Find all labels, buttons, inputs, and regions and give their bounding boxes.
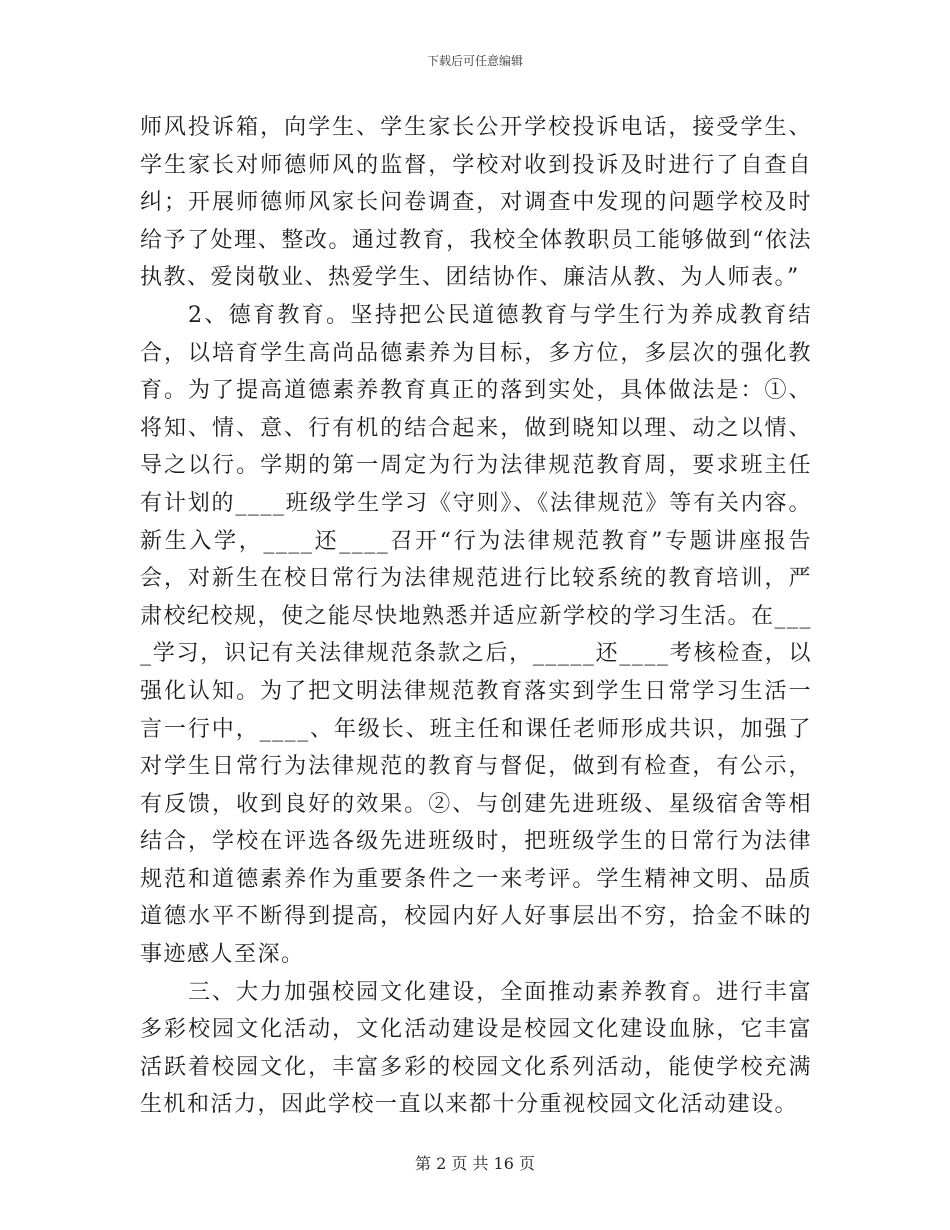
page-header: 下载后可任意编辑 (426, 54, 523, 68)
paragraph-campus-culture: 三、大力加强校园文化建设，全面推动素养教育。进行丰富多彩校园文化活动，文化活动建设是校园文化建设血脉，它丰富活跃着校园文化，丰富多彩的校园文化系列活动，能使学校充满生机和活力，因此学校一直以来都十分重视校园文化活动建设。 (140, 979, 812, 1118)
page-number: 第 2 页 共 16 页 (415, 1154, 535, 1173)
paragraph-continuation: 师风投诉箱，向学生、学生家长公开学校投诉电话，接受学生、学生家长对师德师风的监督，学校对收到投诉及时进行了自查自纠；开展师德师风家长问卷调查，对调查中发现的问题学校及时给予了处理、整改。通过教育，我校全体教职员工能够做到“依法执教、爱岗敬业、热爱学生、团结协作、廉洁从教、为人师表。” (140, 115, 812, 291)
paragraph-moral-education: 2、德育教育。坚持把公民道德教育与学生行为养成教育结合，以培育学生高尚品德素养为目标，多方位，多层次的强化教育。为了提高道德素养教育真正的落到实处，具体做法是：①、将知、情、意、行有机的结合起来，做到晓知以理、动之以情、导之以行。学期的第一周定为行为法律规范教育周，要求班主任有计划的____班级学生学习《守则》、《法律规范》等有关内容。新生入学，____还____召开“行为法律规范教育”专题讲座报告会，对新生在校日常行为法律规范进行比较系统的教育培训，严肃校纪校规，使之能尽快地熟悉并适应新学校的学习生活。在____学习，识记有关法律规范条款之后，_____还____考核检查，以强化认知。为了把文明法律规范教育落实到学生日常学习生活一言一行中，____、年级长、班主任和课任老师形成共识，加强了对学生日常行为法律规范的教育与督促，做到有检查，有公示，有反馈，收到良好的效果。②、与创建先进班级、星级宿舍等相结合，学校在评选各级先进班级时，把班级学生的日常行为法律规范和道德素养作为重要条件之一来考评。学生精神文明、品质道德水平不断得到提高，校园内好人好事层出不穷，拾金不昧的事迹感人至深。 (140, 302, 813, 968)
document-body (140, 109, 812, 1124)
